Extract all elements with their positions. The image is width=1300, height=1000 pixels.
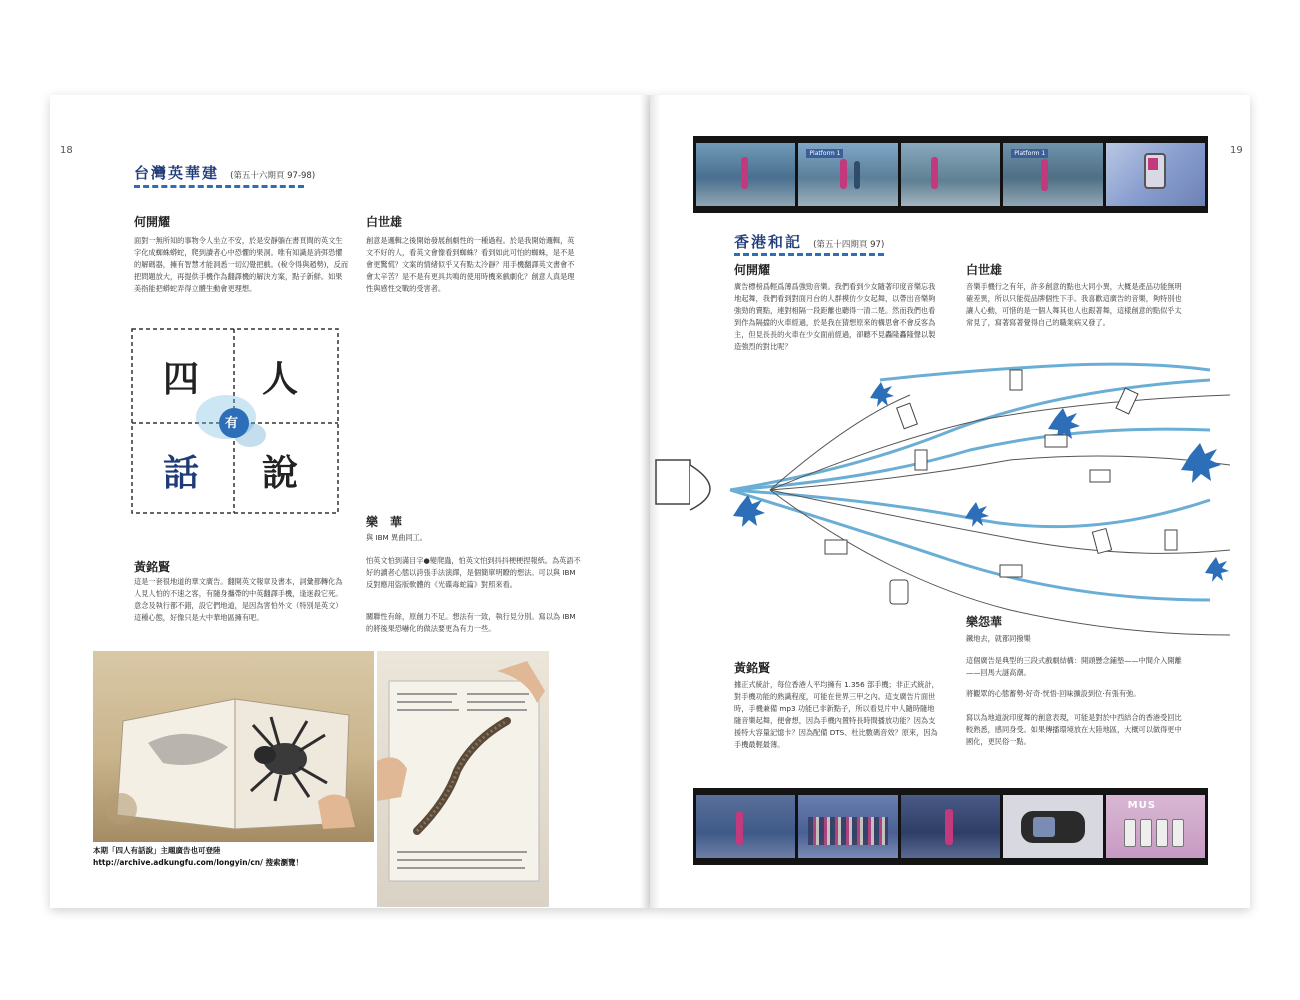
reviewer-name-ho: 何開耀 [734,263,771,277]
spider-book-ad-image [93,651,374,842]
right-page [650,95,1250,908]
book-gutter [640,95,660,908]
logo-char-4: 說 [262,452,299,494]
four-people-logo [130,327,342,517]
review-text-wong: 這是一套很地道的華文廣告。翻開英文報章及書本，詞彙都轉化為人見人怕的不速之客，有隨身攜帶的中英翻譯手機，逢迷殺它死。意念及執行都不錯，設它們地道，是因為害怕外文（特別是英文）這種心態，好像只是大中華地區擁有吧。 [134,577,343,622]
film-strip-bottom [693,788,1208,865]
reviewer-name-wong: 黃銘賢 [734,661,771,675]
reviewer-name-ho: 何開耀 [134,215,171,229]
centipede-illustration [377,651,549,907]
platform-sign-2: Platform 1 [1011,149,1048,158]
section-issue-ref: (第五十四期頁 97) [813,240,885,250]
film-frame-b2-crowd [798,795,897,858]
section-title: 台灣英華建 [134,164,220,182]
review-text-bai: 音樂手機行之有年，許多創意的點也大同小異，大概是產品功能無明確差異，所以只能從品牌個性下手。我喜歡這廣告的音樂，夠特別也讓人心動，可惜的是一個人舞其也人也跟著舞，這樣創意的點似乎太常見了，寫著寫著覺得自己的職業病又發了。 [966,282,1182,327]
section-issue-ref: (第五十六期頁 97-98) [230,171,316,181]
review-role-lok: 與 IBM 異曲同工。 [366,533,427,542]
film-frame-b5-music [1106,795,1205,858]
review-text-ho: 廣告標榜爲輕爲薄爲強勁音樂。我們看到少女隨著印度音樂忘我地起舞，我們看到對面月台的人群模仿少女起舞，以帶出音樂夠強勁的賣點，連對相隔一段距離也聽得一清二楚。然而我們也看到作為隔擋的火車經過，於是我在猜想原來的構思會不會反客為主，但見長長的火車在少女面前經過，卻聽不見轟隆轟隆聲以製造強烈的對比呢？ [734,282,936,351]
review-text-bai: 創意是邏輯之後開始發展創劇性的一種過程。於是我開始邏輯，英文不好的人，看英文會像看到蜘蛛？看到如此可怕的蜘蛛，是不是會更驚慌？文案的情緒似乎又有點太冷靜？用手機翻譯英文書會不會太辛苦？是不是有更具共鳴的使用時機來戲劇化？創意人真是理性與感性交戰的受害者。 [366,236,575,293]
reviewer-name-lok: 樂 華 [366,515,403,529]
review-text-wong: 據正式統計，每位香港人平均擁有 1.356 部手機；非正式統計，對手機功能的熟識程度，可能在世界三甲之內。這支廣告片面世時，手機兼備 mp3 功能已非新點子，所以看見片中人隨時隨地隨音樂起舞，便會想，因為手機內置特長時間播放功能？因為支援特大容量記憶卡？因為配備 DTS、杜比數碼音效？原來，因為手機最輕最薄。 [734,680,939,749]
film-frame-5-phone [1106,143,1205,206]
section-underline [734,250,884,256]
logo-char-3: 話 [163,452,200,494]
reviewer-name-bai: 白世雄 [966,263,1003,277]
ink-phones-illustration [650,350,1250,650]
platform-sign-1: Platform 1 [806,149,843,158]
film-frame-1 [696,143,795,206]
film-frame-b3 [901,795,1000,858]
left-page [50,95,650,908]
centipede-newspaper-ad-image [377,651,549,907]
caption-line-1: 本期「四人有話說」主題廣告也可登陸 [93,846,221,855]
logo-char-1: 四 [163,358,200,400]
reviewer-name-bai: 白世雄 [366,215,403,229]
caption-url[interactable]: http://archive.adkungfu.com/longyin/cn/ 搜索瀏覽！ [93,858,303,867]
logo-char-2: 人 [262,358,299,400]
film-frame-b1 [696,795,795,858]
review-text-lok-1: 這個廣告是典型的三段式戲劇結構：開頭懸念鋪墊——中間介入開離——回馬大謎高潮。 [966,656,1182,677]
page-number-left: 18 [60,145,73,156]
film-strip-top [693,136,1208,213]
review-text-lok-3: 寫以為地道說印度舞的創意表現，可能是對於中西結合的香港受回比較熟悉，感同身受。如果傳播環境放在大陸地區，大概可以做得更中國化，更民俗一點。 [966,713,1182,746]
caption-block [93,845,373,869]
review-text-lok-1: 怕英文怕到滿目字●變爬蟲，怕英文怕到抖抖梗梗捏報紙。為英語不好的讀者心態以誇張手法演繹，是個簡單明瞭的想法。可以與 IBM 反對應用盜版軟體的《光碟毒蛇篇》對照來看。 [366,556,581,589]
page-number-right: 19 [1230,145,1243,156]
review-text-lok-2: 關聯性有餘，原創力不足。想法有一致，執行見分別。寫以為 IBM 的將後果恐嚇化的做法要更為有力一些。 [366,612,576,633]
section-underline [134,182,304,188]
section-header-right [734,231,884,252]
logo-center-char: 有 [225,416,239,431]
review-role-lok: 鐵地去，就都同撥樂 [966,634,1031,643]
review-text-ho: 面對一無所知的事物令人坐立不安，於是安靜躺在書頁間的英文生字化成蜘蛛蟒蛇，爬到讀者心中恐懼的果洞。唯有知識是消弭恐懼的解碼器，擁有智慧才能洞悉一切幻覺把戲。(稅令得與趙勢)，反而把問題放大，再提供手機作為翻譯機的解決方案，點子新鮮。如果美指能把蟒蛇弄得立體生動會更理想。 [134,236,349,293]
reviewer-name-lok: 樂怨華 [966,615,1003,629]
film-frame-2 [798,143,897,206]
section-header-left [134,162,315,183]
film-frame-b4-phone [1003,795,1102,858]
music-label: MUS [1127,800,1156,811]
section-title: 香港和記 [734,233,803,251]
film-frame-4 [1003,143,1102,206]
reviewer-name-wong: 黃銘賢 [134,560,171,574]
spider-book-illustration [93,651,374,842]
review-text-lok-2: 將觀眾的心態蓄勢·好奇·恍悟·回味擴設到位·有張有弛。 [966,689,1141,698]
film-frame-3 [901,143,1000,206]
